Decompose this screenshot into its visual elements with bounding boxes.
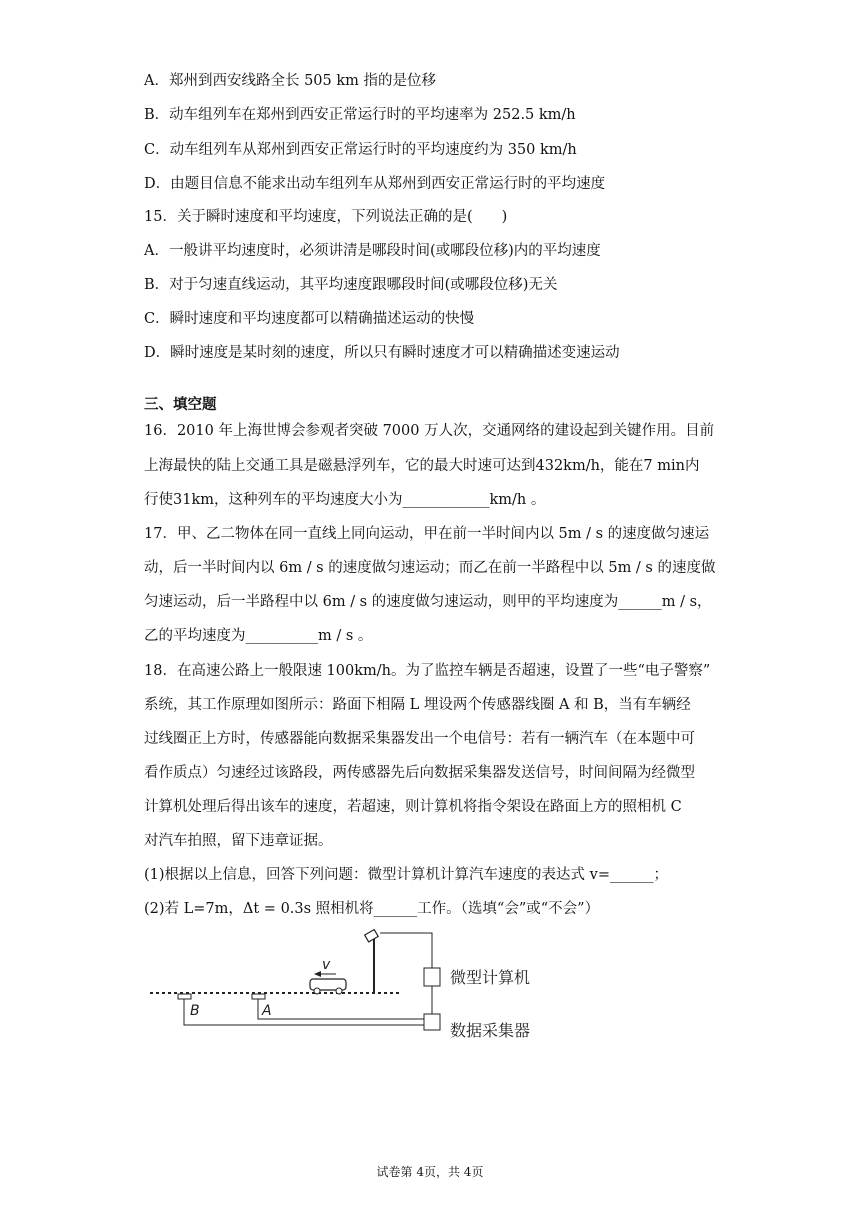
question-17-line-3: 匀速运动，后一半路程中以 6m / s 的速度做匀速运动，则甲的平均速度为______m / s，: [144, 594, 712, 610]
computer-label: 微型计算机: [450, 968, 531, 987]
sensor-a-label: A: [262, 1003, 272, 1019]
option-d-q14: D．由题目信息不能求出动车组列车从郑州到西安正常运行时的平均速度: [144, 176, 606, 192]
question-18-line-5: 计算机处理后得出该车的速度，若超速，则计算机将指令架设在路面上方的照相机 C: [144, 799, 682, 815]
option-b-q14: B．动车组列车在郑州到西安正常运行时的平均速率为 252.5 km/h: [144, 107, 576, 123]
question-17-line-2: 动，后一半时间内以 6m / s 的速度做匀速运动；而乙在前一半路程中以 5m / s 的速度做: [144, 560, 716, 576]
collector-label: 数据采集器: [450, 1021, 531, 1040]
question-17-line-4: 乙的平均速度为__________m / s 。: [144, 628, 373, 644]
option-b-q15: B．对于匀速直线运动，其平均速度跟哪段时间(或哪段位移)无关: [144, 277, 558, 293]
option-a-q15: A．一般讲平均速度时，必须讲清是哪段时间(或哪段位移)内的平均速度: [144, 243, 601, 259]
sensor-b-pad: [178, 994, 191, 999]
question-16-line-3: 行使31km，这种列车的平均速度大小为____________km/h 。: [144, 492, 546, 508]
collector-box: [424, 1014, 440, 1030]
question-18-line-6: 对汽车拍照，留下违章证据。: [144, 833, 333, 849]
option-d-q15: D．瞬时速度是某时刻的速度，所以只有瞬时速度才可以精确描述变速运动: [144, 345, 620, 361]
option-c-q15: C．瞬时速度和平均速度都可以精确描述运动的快慢: [144, 311, 475, 327]
question-16-line-2: 上海最快的陆上交通工具是磁悬浮列车，它的最大时速可达到432km/h，能在7 min内: [144, 458, 700, 474]
page-footer: 试卷第 4页，共 4页: [376, 1165, 484, 1179]
wire-sensor-a: [258, 999, 426, 1019]
option-a-q14: A．郑州到西安线路全长 505 km 指的是位移: [144, 73, 437, 89]
question-17-line-1: 17．甲、乙二物体在同一直线上同向运动，甲在前一半时间内以 5m / s 的速度做匀速运: [144, 526, 710, 542]
option-c-q14: C．动车组列车从郑州到西安正常运行时的平均速度约为 350 km/h: [144, 142, 577, 158]
sensor-a-pad: [252, 994, 265, 999]
question-18-line-3: 过线圈正上方时，传感器能向数据采集器发出一个电信号：若有一辆汽车（在本题中可: [144, 731, 695, 747]
question-16-line-1: 16．2010 年上海世博会参观者突破 7000 万人次，交通网络的建设起到关键作用。目前: [144, 423, 715, 439]
section-heading: 三、填空题: [144, 396, 217, 413]
wire-camera-computer: [380, 933, 432, 968]
question-18-line-4: 看作质点）匀速经过该路段，两传感器先后向数据采集器发送信号，时间间隔为经微型: [144, 765, 695, 781]
computer-box: [424, 968, 440, 986]
question-15: 15．关于瞬时速度和平均速度，下列说法正确的是( ): [144, 209, 508, 225]
camera-icon: [365, 930, 379, 942]
sensor-b-label: B: [190, 1003, 200, 1019]
question-18-part-1: (1)根据以上信息，回答下列问题：微型计算机计算汽车速度的表达式 v=______；: [144, 867, 668, 883]
question-18-line-1: 18．在高速公路上一般限速 100km/h。为了监控车辆是否超速，设置了一些“电子警察”: [144, 663, 711, 679]
question-18-part-2: (2)若 L=7m，Δt = 0.3s 照相机将______工作。（选填“会”或“不会”）: [144, 901, 600, 917]
question-18-line-2: 系统，其工作原理如图所示：路面下相隔 L 埋设两个传感器线圈 A 和 B，当有车辆经: [144, 697, 691, 713]
car: [310, 979, 346, 994]
velocity-label: v: [322, 957, 331, 973]
wire-sensor-b: [184, 999, 426, 1025]
speed-camera-diagram: [140, 925, 560, 1050]
